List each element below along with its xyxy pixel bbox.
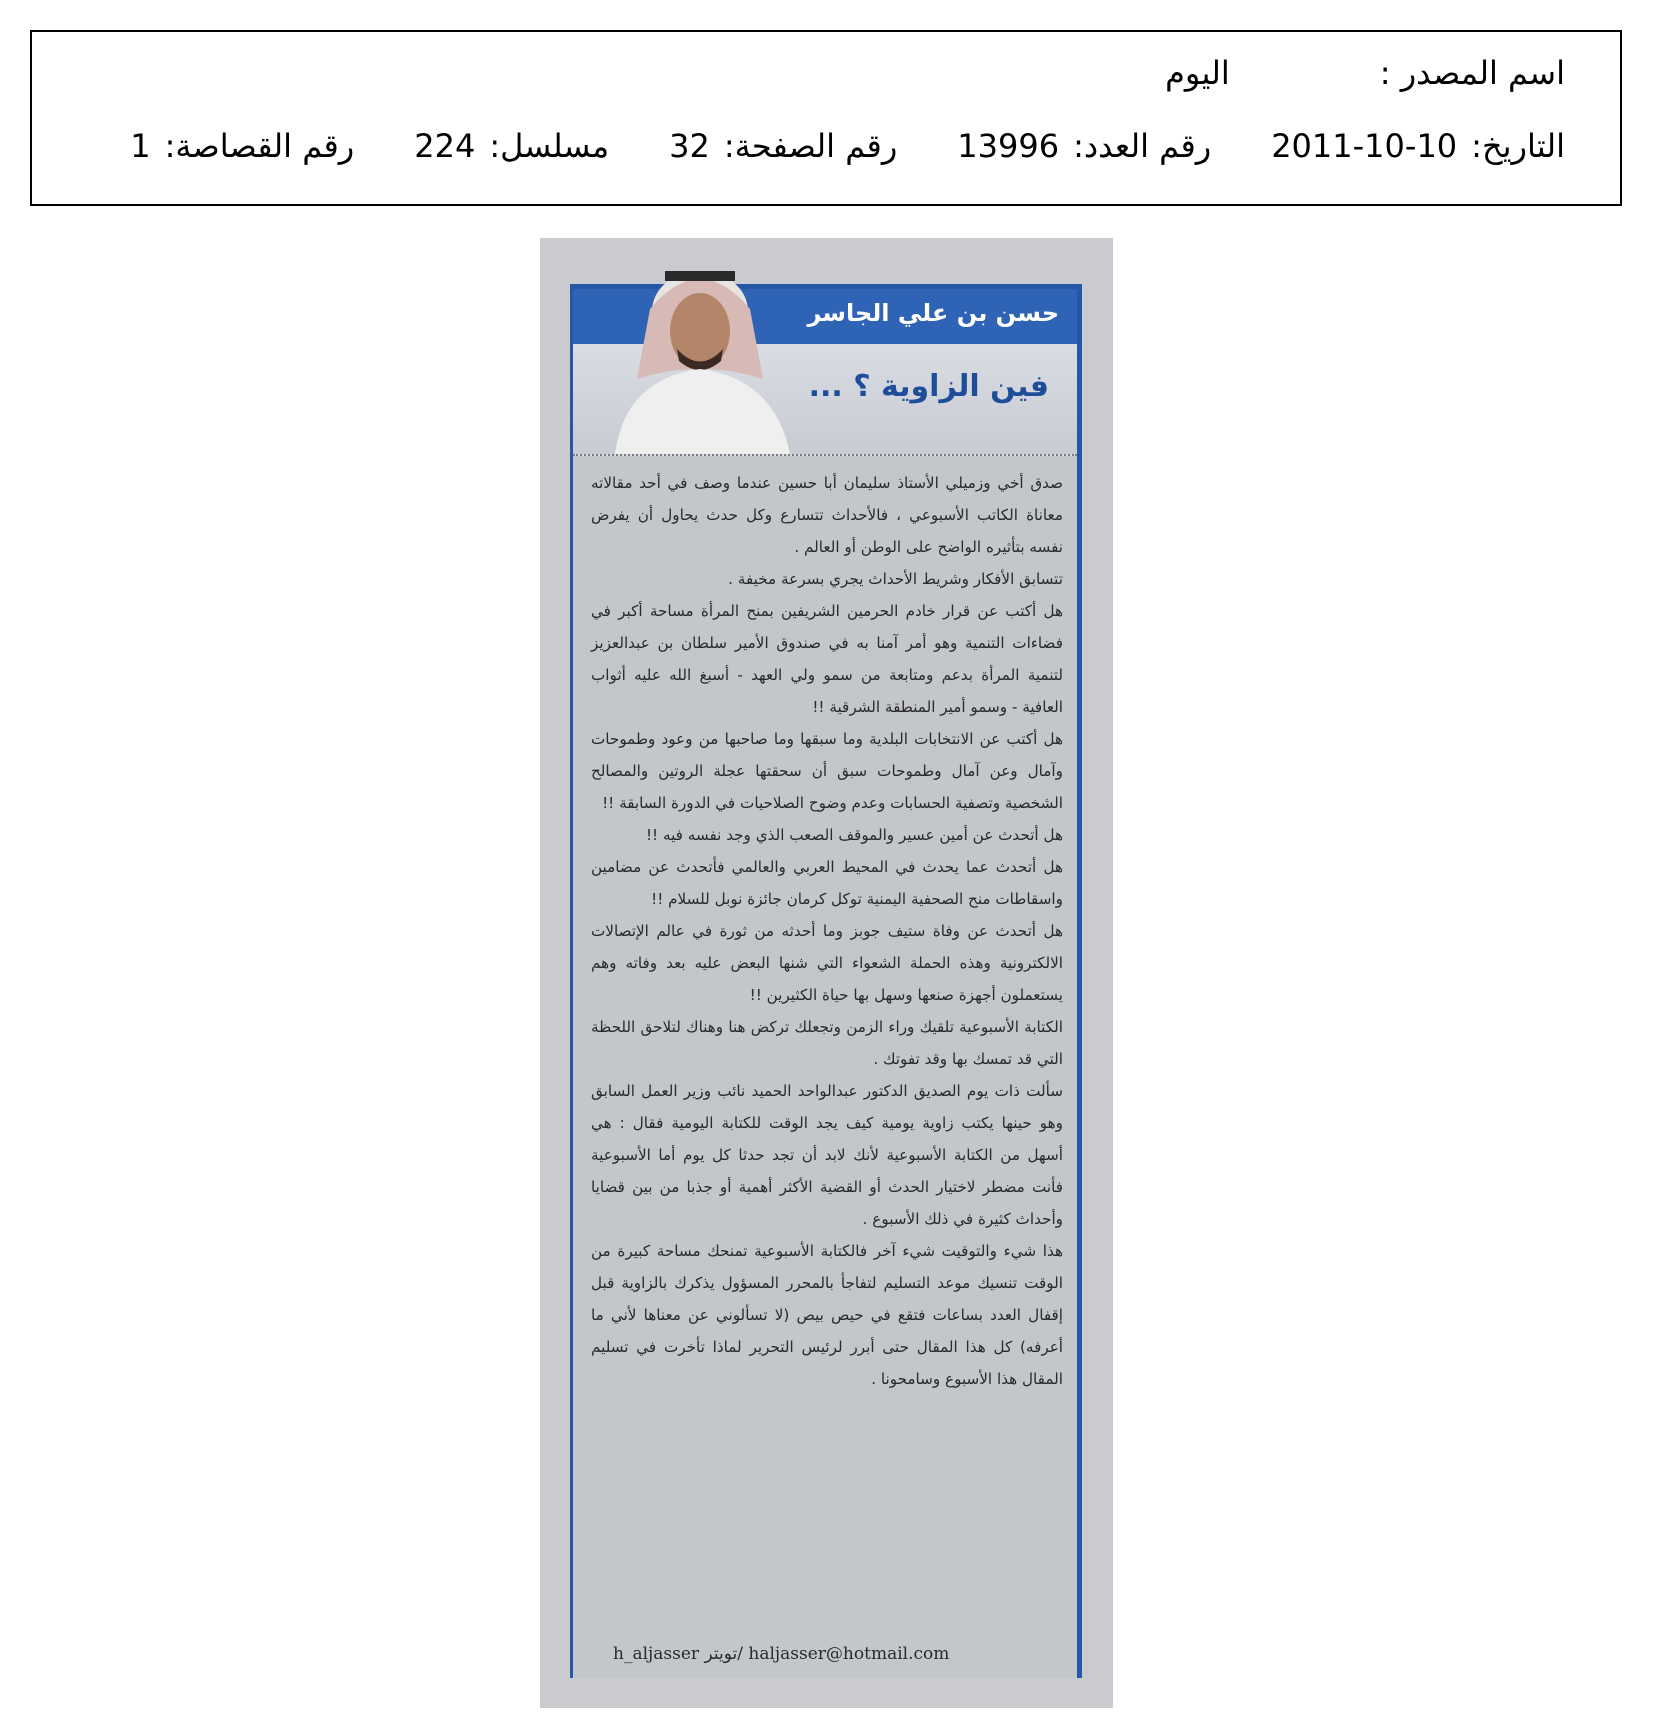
paragraph: تتسابق الأفكار وشريط الأحداث يجري بسرعة مخيفة . — [728, 570, 1063, 588]
page-field — [669, 127, 897, 165]
paragraph: هذا شيء والتوقيت شيء آخر فالكتابة الأسبوعية تمنحك مساحة كبيرة من الوقت تنسيك موعد التسليم لتفاجأ بالمحرر المسؤول يذكرك بالزاوية قبل إقفال العدد بساعات فتقع في حيص بيص (لا تسألوني عن معناها لأني ما أعرفه) كل هذا المقال حتى أبرر لرئيس التحرير لماذا تأخرت في تسليم المقال هذا الأسبوع وسامحونا . — [591, 1242, 1063, 1388]
date-value: 2011-10-10 — [1271, 127, 1458, 165]
page-value: 32 — [669, 127, 710, 165]
paragraph: هل أكتب عن الانتخابات البلدية وما سبقها وما صاحبها من وعود وطموحات وآمال وعن آمال وطموحات سبق أن سحقتها عجلة الروتين والمصالح الشخصية وتصفية الحسابات وعدم وضوح الصلاحيات في الدورة السابقة !! — [591, 730, 1063, 812]
author-photo — [595, 249, 805, 454]
paragraph: هل أتحدث عما يحدث في المحيط العربي والعالمي فأتحدث عن مضامين واسقاطات منح الصحفية اليمنية توكل كرمان جائزة نوبل للسلام !! — [591, 858, 1063, 908]
author-contact: h_aljasser تويتر/ haljasser@hotmail.com — [613, 1644, 950, 1664]
author-name: حسن بن علي الجاسر — [807, 299, 1059, 327]
paragraph: الكتابة الأسبوعية تلقيك وراء الزمن وتجعلك تركض هنا وهناك لتلاحق اللحظة التي قد تمسك بها وقد تفوتك . — [591, 1018, 1063, 1068]
issue-field — [957, 127, 1211, 165]
source-value: اليوم — [1165, 54, 1230, 92]
date-label: التاريخ: — [1471, 127, 1565, 165]
details-row — [130, 127, 1565, 165]
newspaper-clipping — [540, 238, 1113, 1708]
page-label: رقم الصفحة: — [723, 127, 898, 165]
serial-label: مسلسل: — [489, 127, 610, 165]
issue-label: رقم العدد: — [1073, 127, 1212, 165]
column-title: فين الزاوية ؟ ... — [808, 369, 1049, 404]
clip-label: رقم القصاصة: — [164, 127, 355, 165]
paragraph: هل أكتب عن قرار خادم الحرمين الشريفين بمنح المرأة مساحة أكبر في فضاءات التنمية وهو أمر آمنا به في صندوق الأمير سلطان بن عبدالعزيز لتنمية المرأة بدعم ومتابعة من سمو ولي العهد - أسبغ الله عليه أثواب العافية - وسمو أمير المنطقة الشرقية !! — [591, 602, 1063, 716]
source-row — [1165, 54, 1565, 92]
clip-field — [130, 127, 354, 165]
clip-value: 1 — [130, 127, 151, 165]
issue-value: 13996 — [957, 127, 1060, 165]
column-frame — [570, 284, 1082, 1678]
date-field — [1271, 127, 1565, 165]
paragraph: سألت ذات يوم الصديق الدكتور عبدالواحد الحميد نائب وزير العمل السابق وهو حينها يكتب زاوية يومية كيف يجد الوقت للكتابة اليومية فقال : هي أسهل من الكتابة الأسبوعية لأنك لابد أن تجد حدثا كل يوم أما الأسبوعية فأنت مضطر لاختيار الحدث أو القضية الأكثر أهمية أو جذبا من بين قضايا وأحداث كثيرة في ذلك الأسبوع . — [591, 1082, 1063, 1228]
serial-value: 224 — [414, 127, 476, 165]
clipping-metadata-box — [30, 30, 1622, 206]
paragraph: هل أتحدث عن أمين عسير والموقف الصعب الذي وجد نفسه فيه !! — [645, 826, 1063, 844]
paragraph: صدق أخي وزميلي الأستاذ سليمان أبا حسين عندما وصف في أحد مقالاته معاناة الكاتب الأسبوعي ، فالأحداث تتسارع وكل حدث يحاول أن يفرض نفسه بتأثيره الواضح على الوطن أو العالم . — [591, 474, 1063, 556]
article-body — [591, 467, 1063, 1395]
source-label: اسم المصدر : — [1379, 54, 1565, 92]
serial-field — [414, 127, 609, 165]
paragraph: هل أتحدث عن وفاة ستيف جوبز وما أحدثه من ثورة في عالم الإتصالات الالكترونية وهذه الحملة الشعواء التي شنها البعض عليه بعد وفاته وهم يستعملون أجهزة صنعها وسهل بها حياة الكثيرين !! — [591, 922, 1063, 1004]
